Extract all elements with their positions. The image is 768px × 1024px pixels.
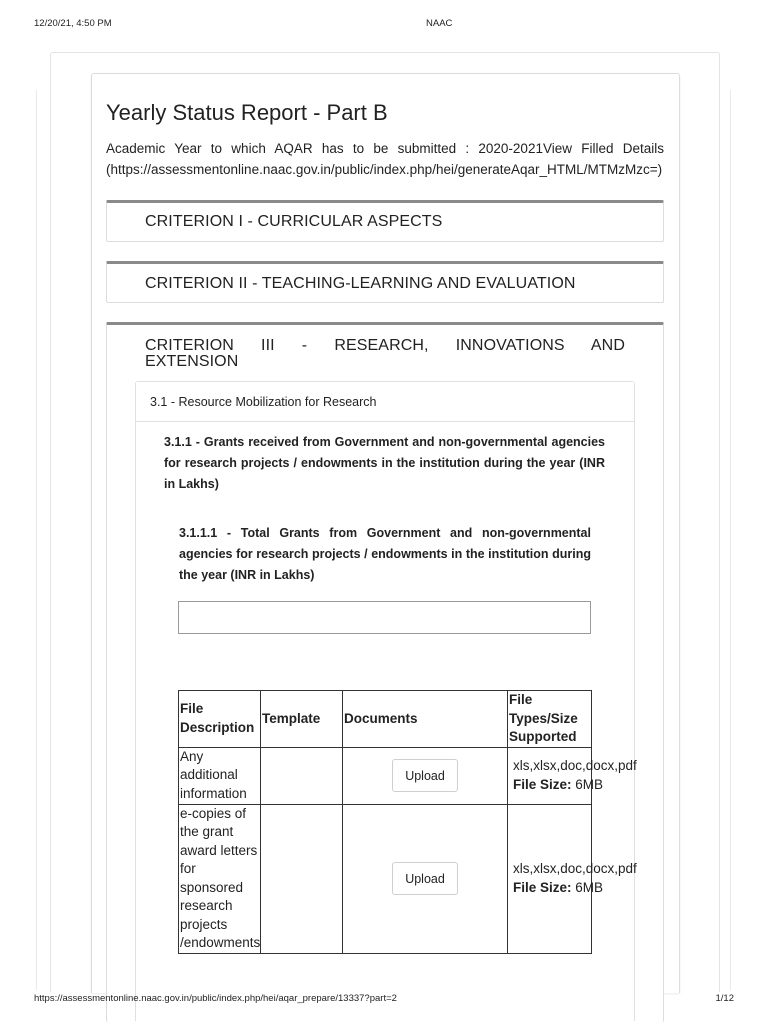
header-file-description: File Description: [179, 691, 261, 748]
criterion-1-title: CRITERION I - CURRICULAR ASPECTS: [145, 213, 443, 230]
header-template: Template: [261, 691, 343, 748]
view-filled-details-link[interactable]: (https://assessmentonline.naac.gov.in/public/index.php/hei/generateAqar_HTML/MTMzMzc=): [106, 162, 663, 177]
section-3-1-header[interactable]: [136, 382, 634, 422]
row-2-documents: [343, 804, 508, 953]
question-3-1-1: 3.1.1 - Grants received from Government and non-governmental agencies for research projects / endowments in the institution during the year (INR in Lakhs): [164, 435, 605, 491]
criterion-3-title[interactable]: [145, 338, 625, 370]
row-1-types: [508, 747, 637, 804]
table-row: [179, 804, 592, 953]
row-2-description: e-copies of the grant award letters for sponsored research projects /endowments: [179, 804, 261, 953]
question-3-1-1-1: 3.1.1.1 - Total Grants from Government and non-governmental agencies for research projects / endowments in the institution during the year (INR in Lakhs): [179, 526, 591, 582]
row-1-size-label: File Size:: [513, 776, 572, 792]
print-page-number: 1/12: [715, 993, 734, 1004]
frame-right-rule: [730, 90, 731, 990]
row-1-size-value: 6MB: [571, 776, 604, 792]
frame-left-rule: [36, 90, 37, 990]
row-2-template: [261, 804, 343, 953]
criterion-3-title-line1: CRITERION III - RESEARCH, INNOVATIONS AND: [145, 337, 625, 354]
header-documents: Documents: [343, 691, 508, 748]
total-grants-input[interactable]: [178, 601, 591, 634]
upload-button[interactable]: Upload: [392, 759, 458, 792]
table-header-row: [179, 691, 592, 748]
criterion-1-header[interactable]: [106, 200, 664, 242]
row-1-description: Any additional information: [179, 747, 261, 804]
academic-year-line: Academic Year to which AQAR has to be submitted : 2020-2021View Filled Details: [106, 141, 664, 156]
page-title: Yearly Status Report - Part B: [106, 100, 388, 125]
criterion-2-header[interactable]: [106, 261, 664, 303]
row-1-template: [261, 747, 343, 804]
row-2-types: [508, 804, 637, 953]
row-2-file-types: xls,xlsx,doc,docx,pdf: [513, 861, 637, 876]
row-1-documents: [343, 747, 508, 804]
criterion-2-title: CRITERION II - TEACHING-LEARNING AND EVALUATION: [145, 275, 576, 292]
print-title: NAAC: [426, 18, 453, 29]
print-datetime: 12/20/21, 4:50 PM: [34, 18, 112, 29]
criterion-3-title-line2: EXTENSION: [145, 353, 239, 370]
upload-button[interactable]: Upload: [392, 862, 458, 895]
header-file-types: File Types/Size Supported: [508, 691, 592, 748]
table-row: [179, 747, 592, 804]
row-2-size-value: 6MB: [571, 879, 604, 895]
file-upload-table: [178, 690, 637, 954]
row-1-file-types: xls,xlsx,doc,docx,pdf: [513, 758, 637, 773]
print-url: https://assessmentonline.naac.gov.in/public/index.php/hei/aqar_prepare/13337?part=2: [34, 993, 397, 1004]
row-2-size-label: File Size:: [513, 879, 572, 895]
section-3-1-title: 3.1 - Resource Mobilization for Research: [150, 395, 377, 409]
